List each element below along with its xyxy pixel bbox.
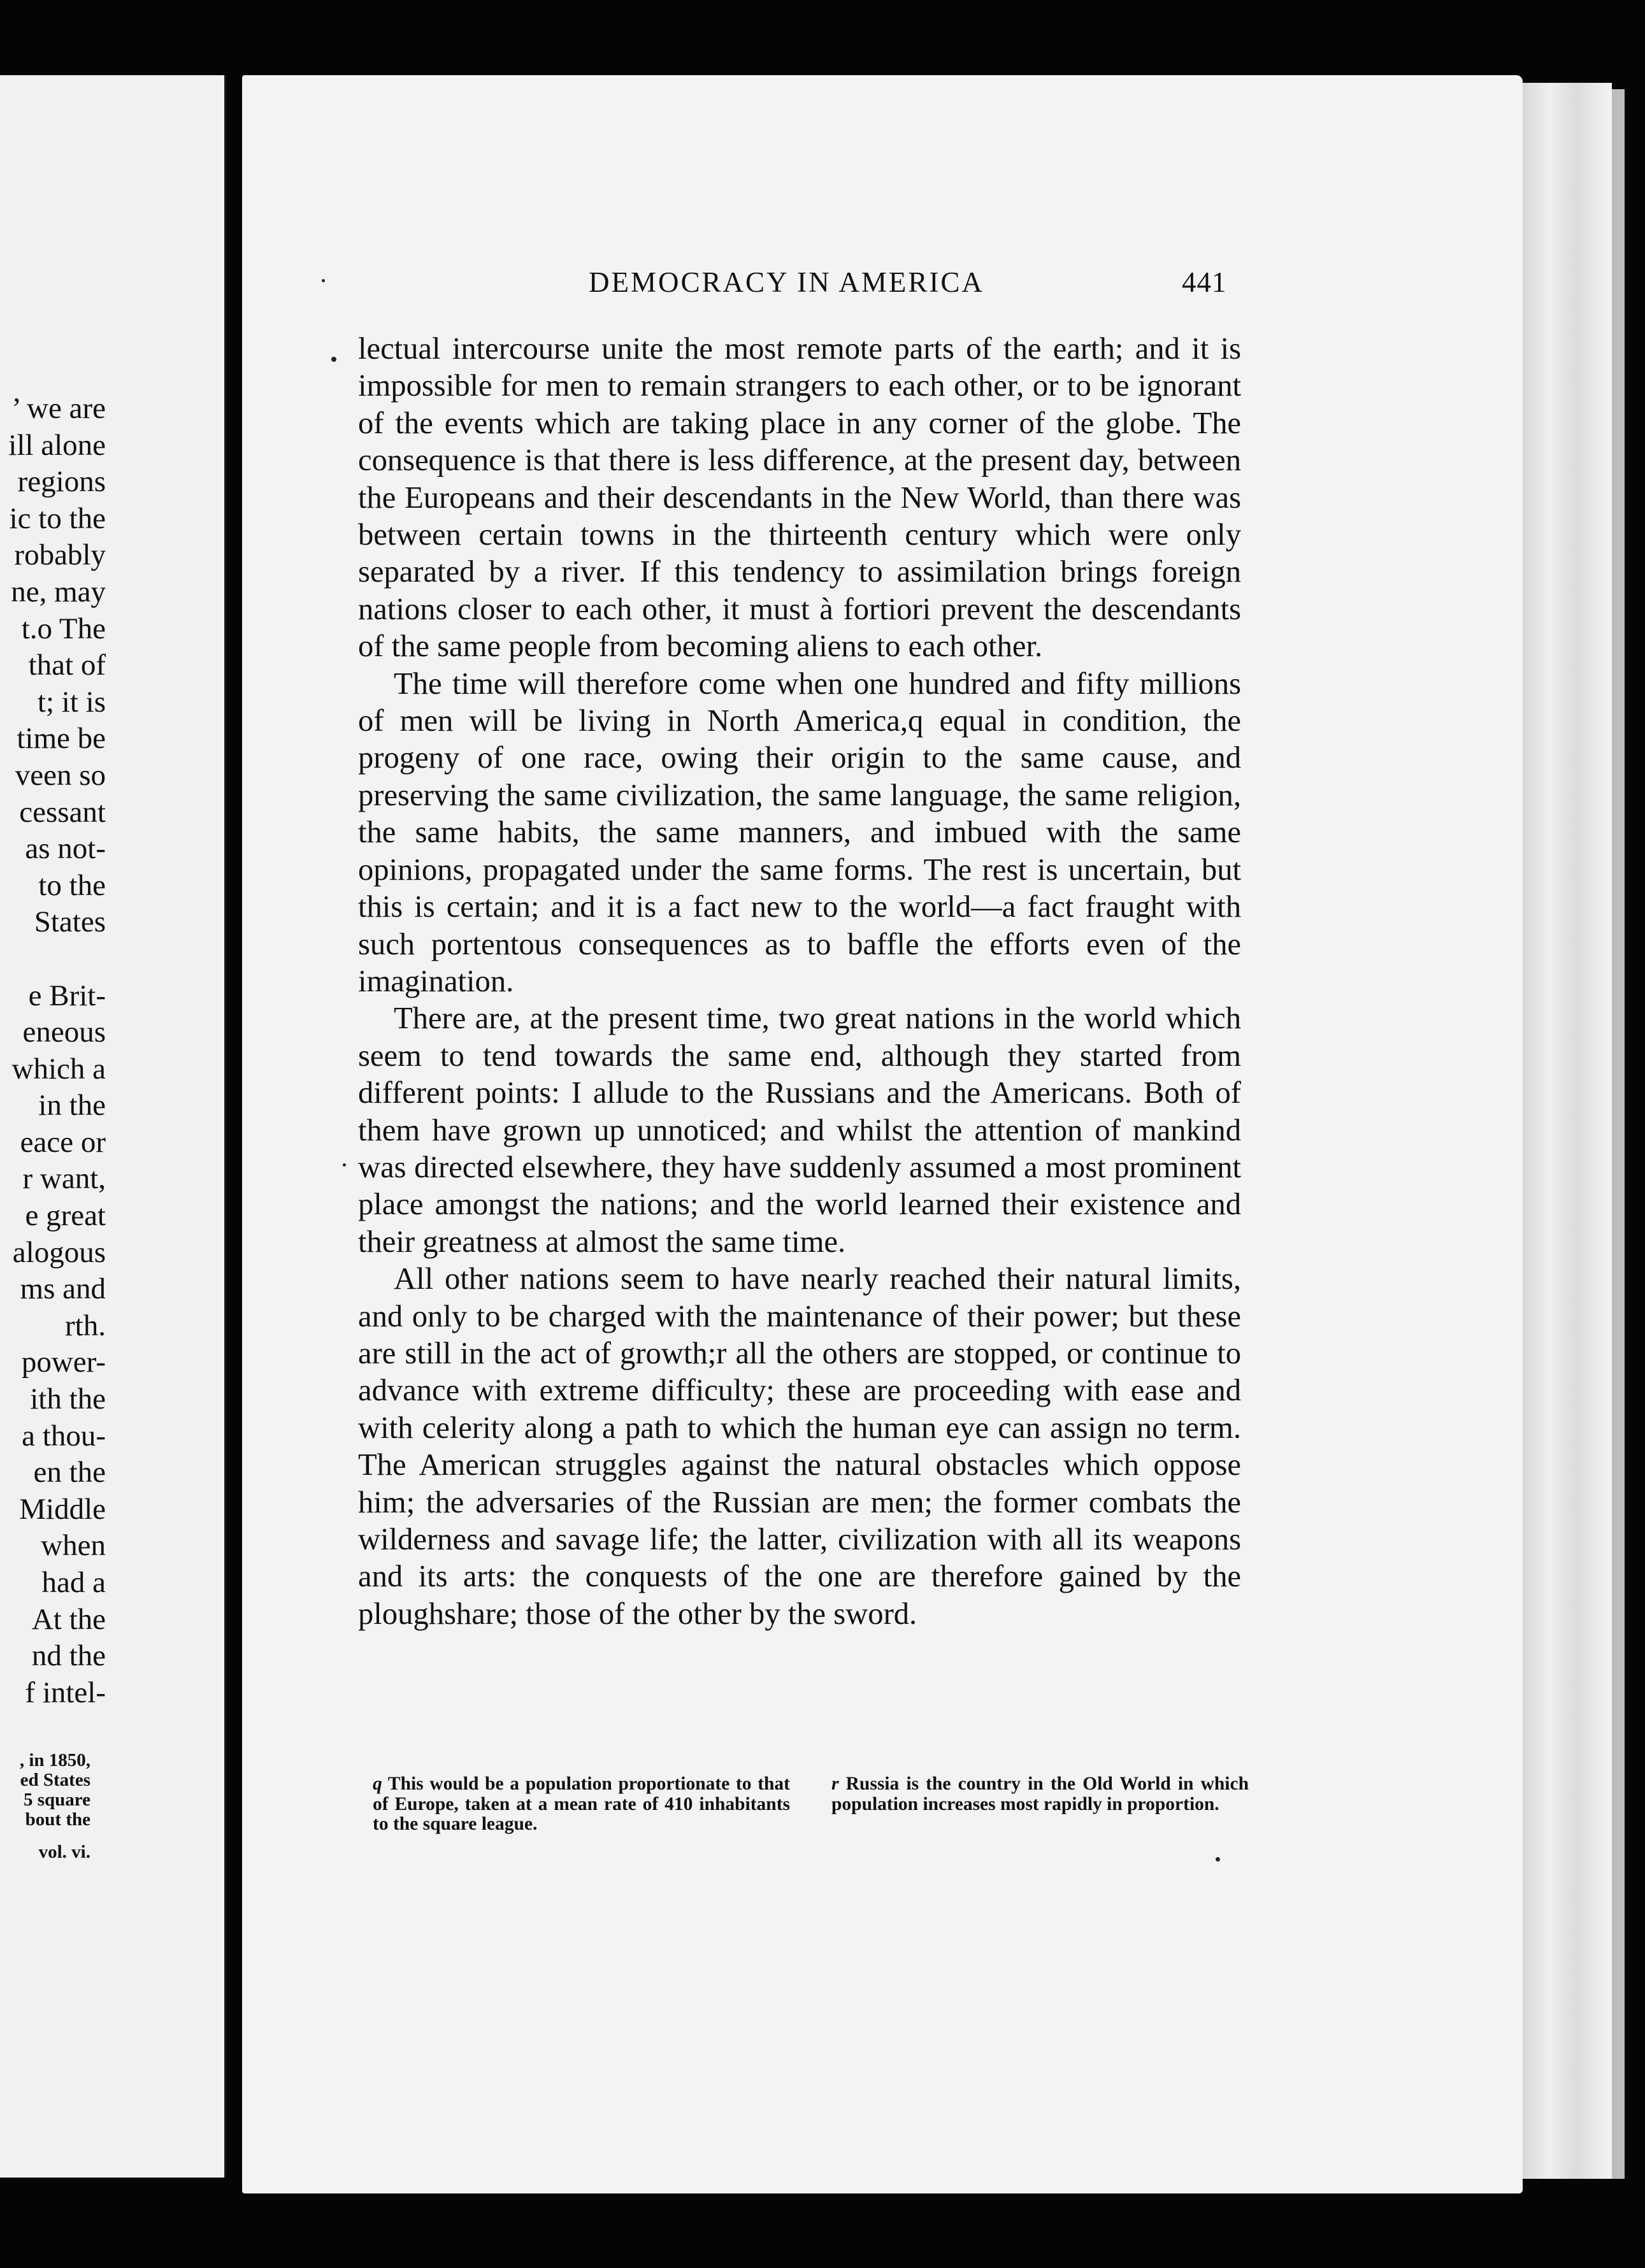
text-line: when bbox=[41, 1529, 106, 1563]
text-line: eneous bbox=[22, 1016, 106, 1049]
paragraph: lectual intercourse unite the most remote parts of the earth; and it is impossible for men to remain strangers to each other, or to be ignorant of the events which are taking place in any corner of the globe. The consequence is that there is less difference, at the present day, between the Europeans and their descendants in the New World, than there was between certain towns in the thirteenth century which were only separated by a river. If this tendency to assimilation brings foreign nations closer to each other, it must à fortiori prevent the descendants of the same people from becoming aliens to each other. bbox=[358, 331, 1241, 664]
page-edge-shadow bbox=[1612, 89, 1625, 2179]
text-line: e great bbox=[25, 1199, 106, 1233]
text-line: bout the bbox=[25, 1809, 90, 1830]
text-line: Middle bbox=[19, 1492, 106, 1526]
text-line: en the bbox=[33, 1456, 106, 1489]
scan-speck bbox=[322, 279, 325, 282]
text-line: ms and bbox=[20, 1272, 106, 1306]
text-line: t; it is bbox=[37, 685, 106, 719]
footnotes bbox=[373, 1774, 1249, 1835]
text-line: veen so bbox=[15, 758, 106, 792]
text-line: power- bbox=[21, 1346, 106, 1379]
paragraph: All other nations seem to have nearly reached their natural limits, and only to be charged with the maintenance of their power; but these are still in the act of growth;r all the others are stopped, or continue to advance with extreme difficulty; these are proceeding with ease and with celerity along a path to which the human eye can assign no term. The American struggles against the natural obstacles which oppose him; the adversaries of the Russian are men; the former combats the wilderness and savage life; the latter, civilization with all its weapons and its arts: the conquests of the one are therefore gained by the ploughshare; those of the other by the sword. bbox=[358, 1261, 1241, 1631]
text-line: regions bbox=[17, 465, 106, 499]
left-facing-page bbox=[0, 75, 226, 2178]
paragraph: There are, at the present time, two great nations in the world which seem to tend towards the same end, although they started from different points: I allude to the Russians and the Americans. Both of them have grown up unnoticed; and whilst the attention of mankind was directed elsewhere, they have suddenly assumed a most prominent place amongst the nations; and the world learned their existence and their greatness at almost the same time. bbox=[358, 1001, 1241, 1259]
text-line bbox=[20, 1830, 90, 1842]
scan-speck bbox=[331, 357, 336, 362]
text-line: ill alone bbox=[8, 428, 106, 462]
text-line: e Brit- bbox=[28, 979, 106, 1012]
running-title: DEMOCRACY IN AMERICA bbox=[589, 266, 984, 298]
footnote-mark: q bbox=[373, 1774, 382, 1794]
text-line: that of bbox=[28, 649, 106, 682]
text-line: as not- bbox=[25, 832, 106, 866]
footnote-mark: r bbox=[831, 1774, 839, 1794]
text-line: , in 1850, bbox=[19, 1750, 90, 1770]
text-line: robably bbox=[14, 538, 106, 572]
text-line: ed States bbox=[20, 1770, 90, 1790]
footnote-q bbox=[373, 1774, 790, 1835]
text-line: which a bbox=[11, 1052, 106, 1086]
left-page-footnotes bbox=[20, 1751, 90, 1862]
text-line bbox=[8, 941, 106, 978]
footnote-text: Russia is the country in the Old World in which population increases most rapidly in proportion. bbox=[831, 1774, 1249, 1814]
text-line: ne, may bbox=[11, 575, 106, 608]
text-line: f intel- bbox=[25, 1676, 106, 1709]
text-line: alogous bbox=[12, 1235, 106, 1269]
scan-speck bbox=[343, 1163, 346, 1166]
text-line: in the bbox=[38, 1089, 106, 1123]
text-line: t.o The bbox=[21, 612, 106, 645]
text-line: At the bbox=[31, 1602, 106, 1636]
page-edge bbox=[1523, 83, 1612, 2179]
text-line: eace or bbox=[20, 1125, 106, 1159]
text-line: ic to the bbox=[9, 501, 106, 535]
text-line: vol. vi. bbox=[38, 1842, 90, 1862]
text-line: a thou- bbox=[22, 1419, 106, 1453]
text-line: States bbox=[34, 905, 106, 939]
text-line: r want, bbox=[22, 1162, 106, 1196]
text-line: cessant bbox=[19, 795, 106, 829]
footnote-r bbox=[831, 1774, 1249, 1835]
text-line: had a bbox=[41, 1566, 106, 1599]
text-line: to the bbox=[38, 868, 106, 902]
footnote-text: This would be a population proportionate to that of Europe, taken at a mean rate of 410 inhabitants to the square league. bbox=[373, 1774, 791, 1834]
left-page-text bbox=[8, 391, 106, 1711]
text-line: nd the bbox=[31, 1639, 106, 1673]
page-number: 441 bbox=[1182, 266, 1227, 298]
scan-speck bbox=[1216, 1857, 1220, 1862]
body-text bbox=[358, 330, 1241, 1632]
paragraph: The time will therefore come when one hundred and fifty millions of men will be living in North America,q equal in condition, the progeny of one race, owing their origin to the same cause, and preserving the same civilization, the same language, the same religion, the same habits, the same manners, and imbued with the same opinions, propagated under the same forms. The rest is uncertain, but this is certain; and it is a fact new to the world—a fact fraught with such portentous consequences as to baffle the efforts even of the imagination. bbox=[358, 666, 1241, 998]
text-line: rth. bbox=[65, 1309, 106, 1342]
text-line: time be bbox=[17, 722, 106, 756]
text-line: 5 square bbox=[23, 1790, 90, 1810]
text-line: ith the bbox=[30, 1382, 106, 1416]
text-line: ’ we are bbox=[11, 392, 106, 425]
